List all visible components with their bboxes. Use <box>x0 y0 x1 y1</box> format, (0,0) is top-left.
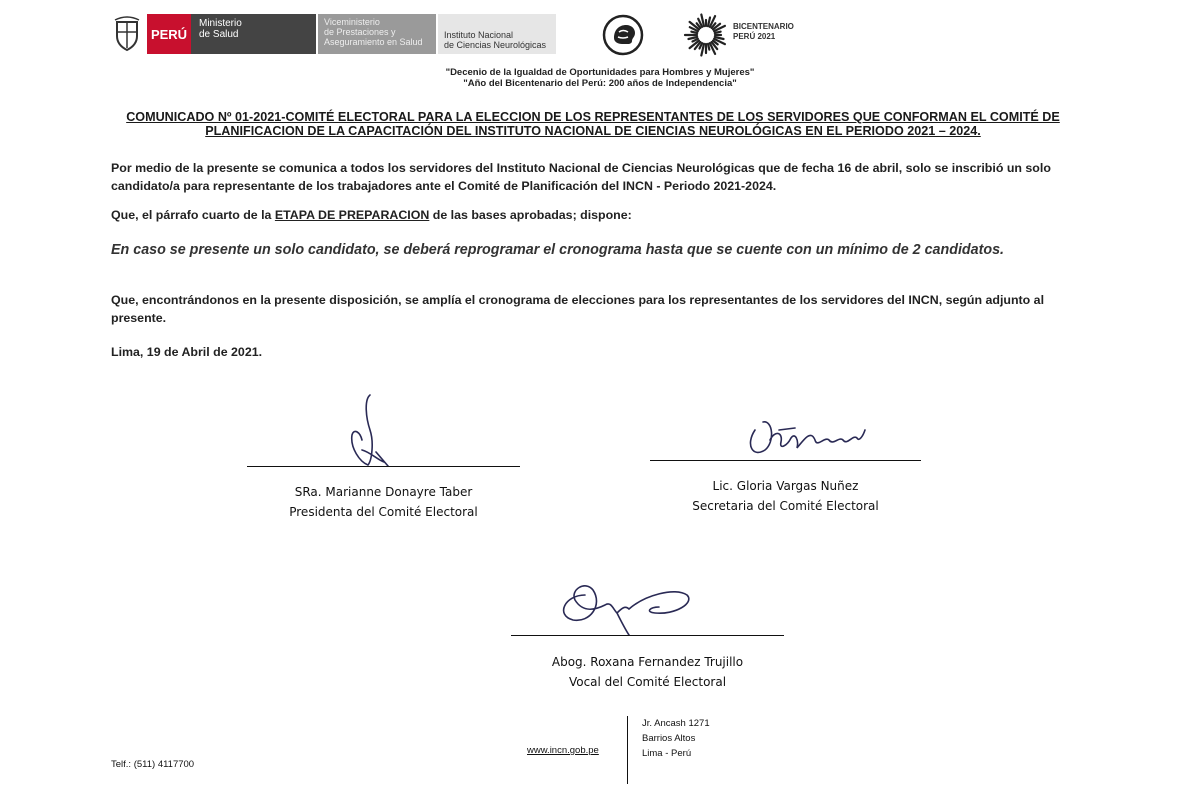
footer-divider <box>627 716 628 784</box>
coat-of-arms-icon <box>113 16 141 52</box>
decenio-line-2: "Año del Bicentenario del Perú: 200 años de Independencia" <box>463 78 737 89</box>
incn-brain-logo-icon <box>602 14 644 56</box>
paragraph-resolution: Que, encontrándonos en la presente disposición, se amplía el cronograma de elecciones para los representantes de los servidores del INCN, según adjunto al presente. <box>111 293 1045 325</box>
signatory-3-name: Abog. Roxana Fernandez Trujillo <box>551 655 744 669</box>
signature-line-3 <box>511 635 784 636</box>
signatory-1 <box>247 482 520 522</box>
signatory-1-name: SRa. Marianne Donayre Taber <box>294 485 473 499</box>
institute-line-1: Instituto Nacional <box>444 30 514 40</box>
footer-website-link[interactable]: www.incn.gob.pe <box>527 745 599 756</box>
bicentenario-line-2: PERÚ 2021 <box>733 32 776 41</box>
signature-line-2 <box>650 460 921 461</box>
vice-line-1: Viceministerio <box>324 17 380 27</box>
bicentenario-logo-icon <box>683 12 729 58</box>
address-line-3: Lima - Perú <box>642 748 692 759</box>
viceministry-label <box>318 14 436 54</box>
peru-label: PERÚ <box>147 14 191 54</box>
paragraph-reference <box>111 206 1086 224</box>
bicentenario-label <box>733 22 794 42</box>
decenio-line-1: "Decenio de la Igualdad de Oportunidades para Hombres y Mujeres" <box>445 67 755 78</box>
quoted-rule: En caso se presente un solo candidato, se deberá reprogramar el cronograma hasta que se cuente con un mínimo de 2 candidatos. <box>111 242 1005 258</box>
address-line-2: Barrios Altos <box>642 733 696 744</box>
reference-text-after: de las bases aprobadas; dispone: <box>429 208 632 222</box>
footer-address <box>642 716 710 761</box>
reference-underlined: ETAPA DE PREPARACION <box>274 208 430 222</box>
decenio-motto <box>0 67 1200 89</box>
logo-ray <box>691 32 697 33</box>
signature-line-1 <box>247 466 520 467</box>
vice-line-3: Aseguramiento en Salud <box>324 37 423 47</box>
bicentenario-line-1: BICENTENARIO <box>733 22 794 31</box>
signatory-2-role: Secretaria del Comité Electoral <box>692 499 879 513</box>
logo-ray <box>715 32 721 33</box>
letterhead <box>0 0 1200 65</box>
document-title: COMUNICADO Nº 01-2021-COMITÉ ELECTORAL PARA LA ELECCION DE LOS REPRESENTANTES DE LOS SERVIDORES QUE CONFORMAN EL COMITÉ DE PLANIFICACION DE LA CAPACITACIÓN DEL INSTITUTO NACIONAL DE CIENCIAS NEUROLÓGICAS EN EL PERIODO 2021 – 2024. <box>126 110 1060 138</box>
ministry-line-2: de Salud <box>199 29 239 40</box>
institute-label <box>438 14 556 54</box>
vice-line-2: de Prestaciones y <box>324 27 396 37</box>
institute-line-2: de Ciencias Neurológicas <box>444 40 547 50</box>
signatory-2 <box>650 476 921 516</box>
signatory-3 <box>511 652 784 692</box>
footer-telephone: Telf.: (511) 4117700 <box>111 759 195 770</box>
ministry-label <box>191 14 316 54</box>
paragraph-announcement: Por medio de la presente se comunica a todos los servidores del Instituto Nacional de Ciencias Neurológicas que de fecha 16 de abril, solo se inscribió un solo candidato/a para representante de los trabajadores ante el Comité de Planificación del INCN - Periodo 2021-2024. <box>111 161 1051 193</box>
place-date: Lima, 19 de Abril de 2021. <box>111 345 263 359</box>
address-line-1: Jr. Ancash 1271 <box>642 718 710 729</box>
signatory-3-role: Vocal del Comité Electoral <box>568 675 727 689</box>
signatory-2-name: Lic. Gloria Vargas Nuñez <box>712 479 859 493</box>
signatory-1-role: Presidenta del Comité Electoral <box>289 505 478 519</box>
signature-3-icon <box>555 565 700 640</box>
signature-1-icon <box>340 390 410 475</box>
logo-ray <box>708 44 709 50</box>
reference-text-before: Que, el párrafo cuarto de la <box>111 208 275 222</box>
ministry-line-1: Ministerio <box>199 18 242 29</box>
